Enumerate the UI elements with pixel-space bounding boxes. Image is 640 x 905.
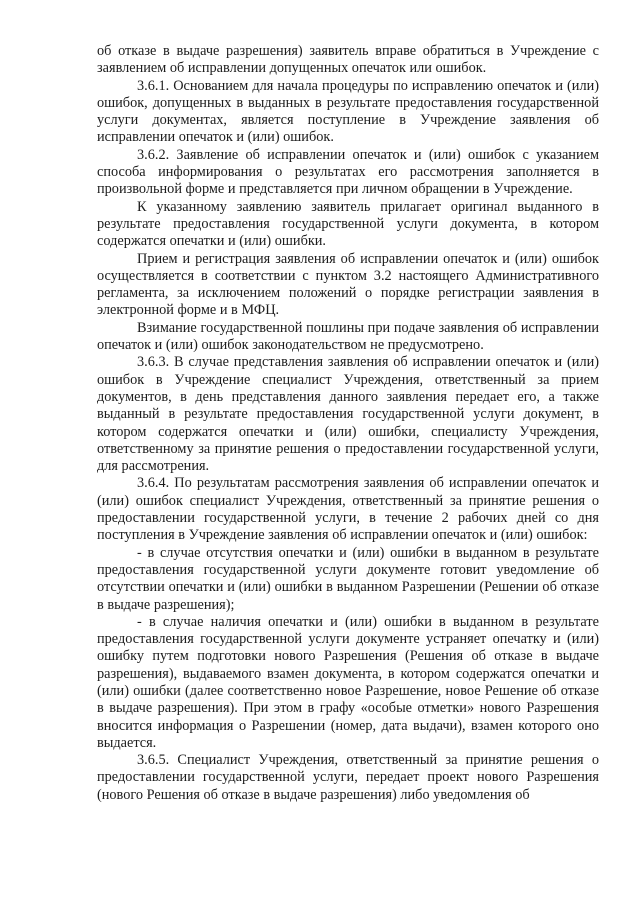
paragraph-no-error-case: - в случае отсутствия опечатки и (или) ошибки в выданном в результате предоставления государственной услуги документе готовит уведомление об отсутствии опечатки и (или) ошибки в выданном Разрешении (Решении об отказе в выдаче разрешения);	[97, 544, 599, 613]
paragraph-continuation: об отказе в выдаче разрешения) заявитель вправе обратиться в Учреждение с заявлением об исправлении допущенных опечаток или ошибок.	[97, 43, 599, 77]
paragraph-3-6-4: 3.6.4. По результатам рассмотрения заявления об исправлении опечаток и (или) ошибок специалист Учреждения, ответственный за принятие решения о предоставлении государственной услуги, в течение 2 рабочих дней со дня поступления в Учреждение заявления об исправлении опечаток и (или) ошибок:	[97, 475, 599, 544]
document-body	[97, 43, 599, 804]
paragraph-3-6-2: 3.6.2. Заявление об исправлении опечаток и (или) ошибок с указанием способа информирования о результатах его рассмотрения заполняется в произвольной форме и представляется при личном обращении в Учреждение.	[97, 146, 599, 198]
paragraph-3-6-1: 3.6.1. Основанием для начала процедуры по исправлению опечаток и (или) ошибок, допущенных в выданных в результате предоставления государственной услуги документах, является поступление в Учреждение заявления об исправлении опечаток и (или) ошибок.	[97, 77, 599, 146]
paragraph-3-6-5: 3.6.5. Специалист Учреждения, ответственный за принятие решения о предоставлении государственной услуги, передает проект нового Разрешения (нового Решения об отказе в выдаче разрешения) либо уведомления об	[97, 752, 599, 803]
paragraph-error-case: - в случае наличия опечатки и (или) ошибки в выданном в результате предоставления государственной услуги документе устраняет опечатку и (или) ошибку путем подготовки нового Разрешения (Решения об отказе в выдаче разрешения), выдаваемого взамен документа, в котором содержатся опечатки и (или) ошибки (далее соответственно новое Разрешение, новое Решение об отказе в выдаче разрешения). При этом в графу «особые отметки» нового Разрешения вносится информация о Разрешении (номер, дата выдачи), взамен которого оно выдается.	[97, 613, 599, 751]
paragraph-attachment: К указанному заявлению заявитель прилагает оригинал выданного в результате предоставления государственной услуги документа, в котором содержатся опечатки и (или) ошибки.	[97, 198, 599, 250]
paragraph-fee: Взимание государственной пошлины при подаче заявления об исправлении опечаток и (или) ошибок законодательством не предусмотрено.	[97, 319, 599, 354]
paragraph-3-6-3: 3.6.3. В случае представления заявления об исправлении опечаток и (или) ошибок в Учреждение специалист Учреждения, ответственный за прием документов, в день представления данного заявления передает его, а также выданный в результате предоставления государственной услуги документ, в котором содержатся опечатки и (или) ошибки, специалисту Учреждения, ответственному за принятие решения о предоставлении государственной услуги, для рассмотрения.	[97, 354, 599, 475]
paragraph-registration: Прием и регистрация заявления об исправлении опечаток и (или) ошибок осуществляется в соответствии с пунктом 3.2 настоящего Административного регламента, за исключением положений о порядке регистрации заявления в электронной форме и в МФЦ.	[97, 250, 599, 319]
